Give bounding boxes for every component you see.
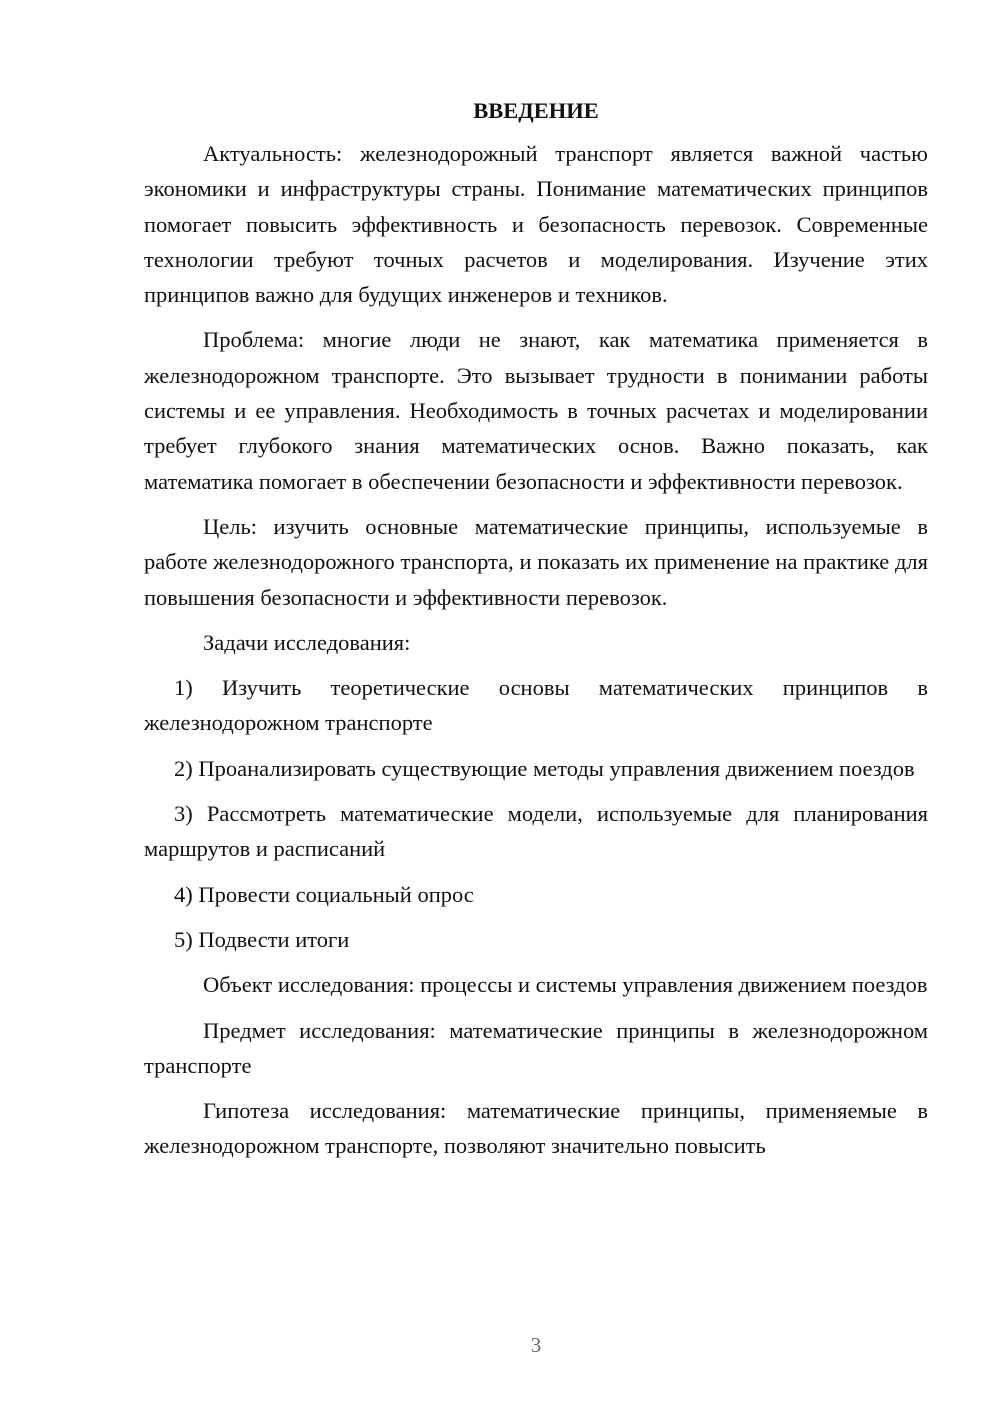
paragraph-goal: Цель: изучить основные математические принципы, используемые в работе железнодорожного транспорта, и показать их применение на практике для повышения безопасности и эффективности перевозок. xyxy=(144,513,928,610)
paragraph-problem: Проблема: многие люди не знают, как математика применяется в железнодорожном транспорте. Это вызывает трудности в понимании работы системы и ее управления. Необходимость в точных расчетах и моделировании требует глубокого знания математических основ. Важно показать, как математика помогает в обеспечении безопасности и эффективности перевозок. xyxy=(144,327,928,494)
task-item-5: 5) Подвести итоги xyxy=(174,926,350,952)
section-title: ВВЕДЕНИЕ xyxy=(473,98,599,123)
paragraph-tasks-heading: Задачи исследования: xyxy=(203,629,411,655)
task-item-2: 2) Проанализировать существующие методы управления движением поездов xyxy=(174,755,915,781)
page-number: 3 xyxy=(530,1333,542,1357)
paragraph-subject: Предмет исследования: математические принципы в железнодорожном транспорте xyxy=(144,1017,928,1078)
paragraph-object: Объект исследования: процессы и системы управления движением поездов xyxy=(203,972,928,998)
task-item-4: 4) Провести социальный опрос xyxy=(174,881,474,907)
task-item-3: 3) Рассмотреть математические модели, используемые для планирования маршрутов и расписаний xyxy=(144,801,928,862)
paragraph-relevance: Актуальность: железнодорожный транспорт является важной частью экономики и инфраструктуры страны. Понимание математических принципов помогает повысить эффективность и безопасность перевозок. Современные технологии требуют точных расчетов и моделирования. Изучение этих принципов важно для будущих инженеров и техников. xyxy=(144,141,928,308)
page-content xyxy=(144,96,928,1164)
task-item-1: 1) Изучить теоретические основы математических принципов в железнодорожном транспорте xyxy=(144,675,928,736)
paragraph-hypothesis: Гипотеза исследования: математические принципы, применяемые в железнодорожном транспорте, позволяют значительно повысить xyxy=(144,1098,928,1159)
